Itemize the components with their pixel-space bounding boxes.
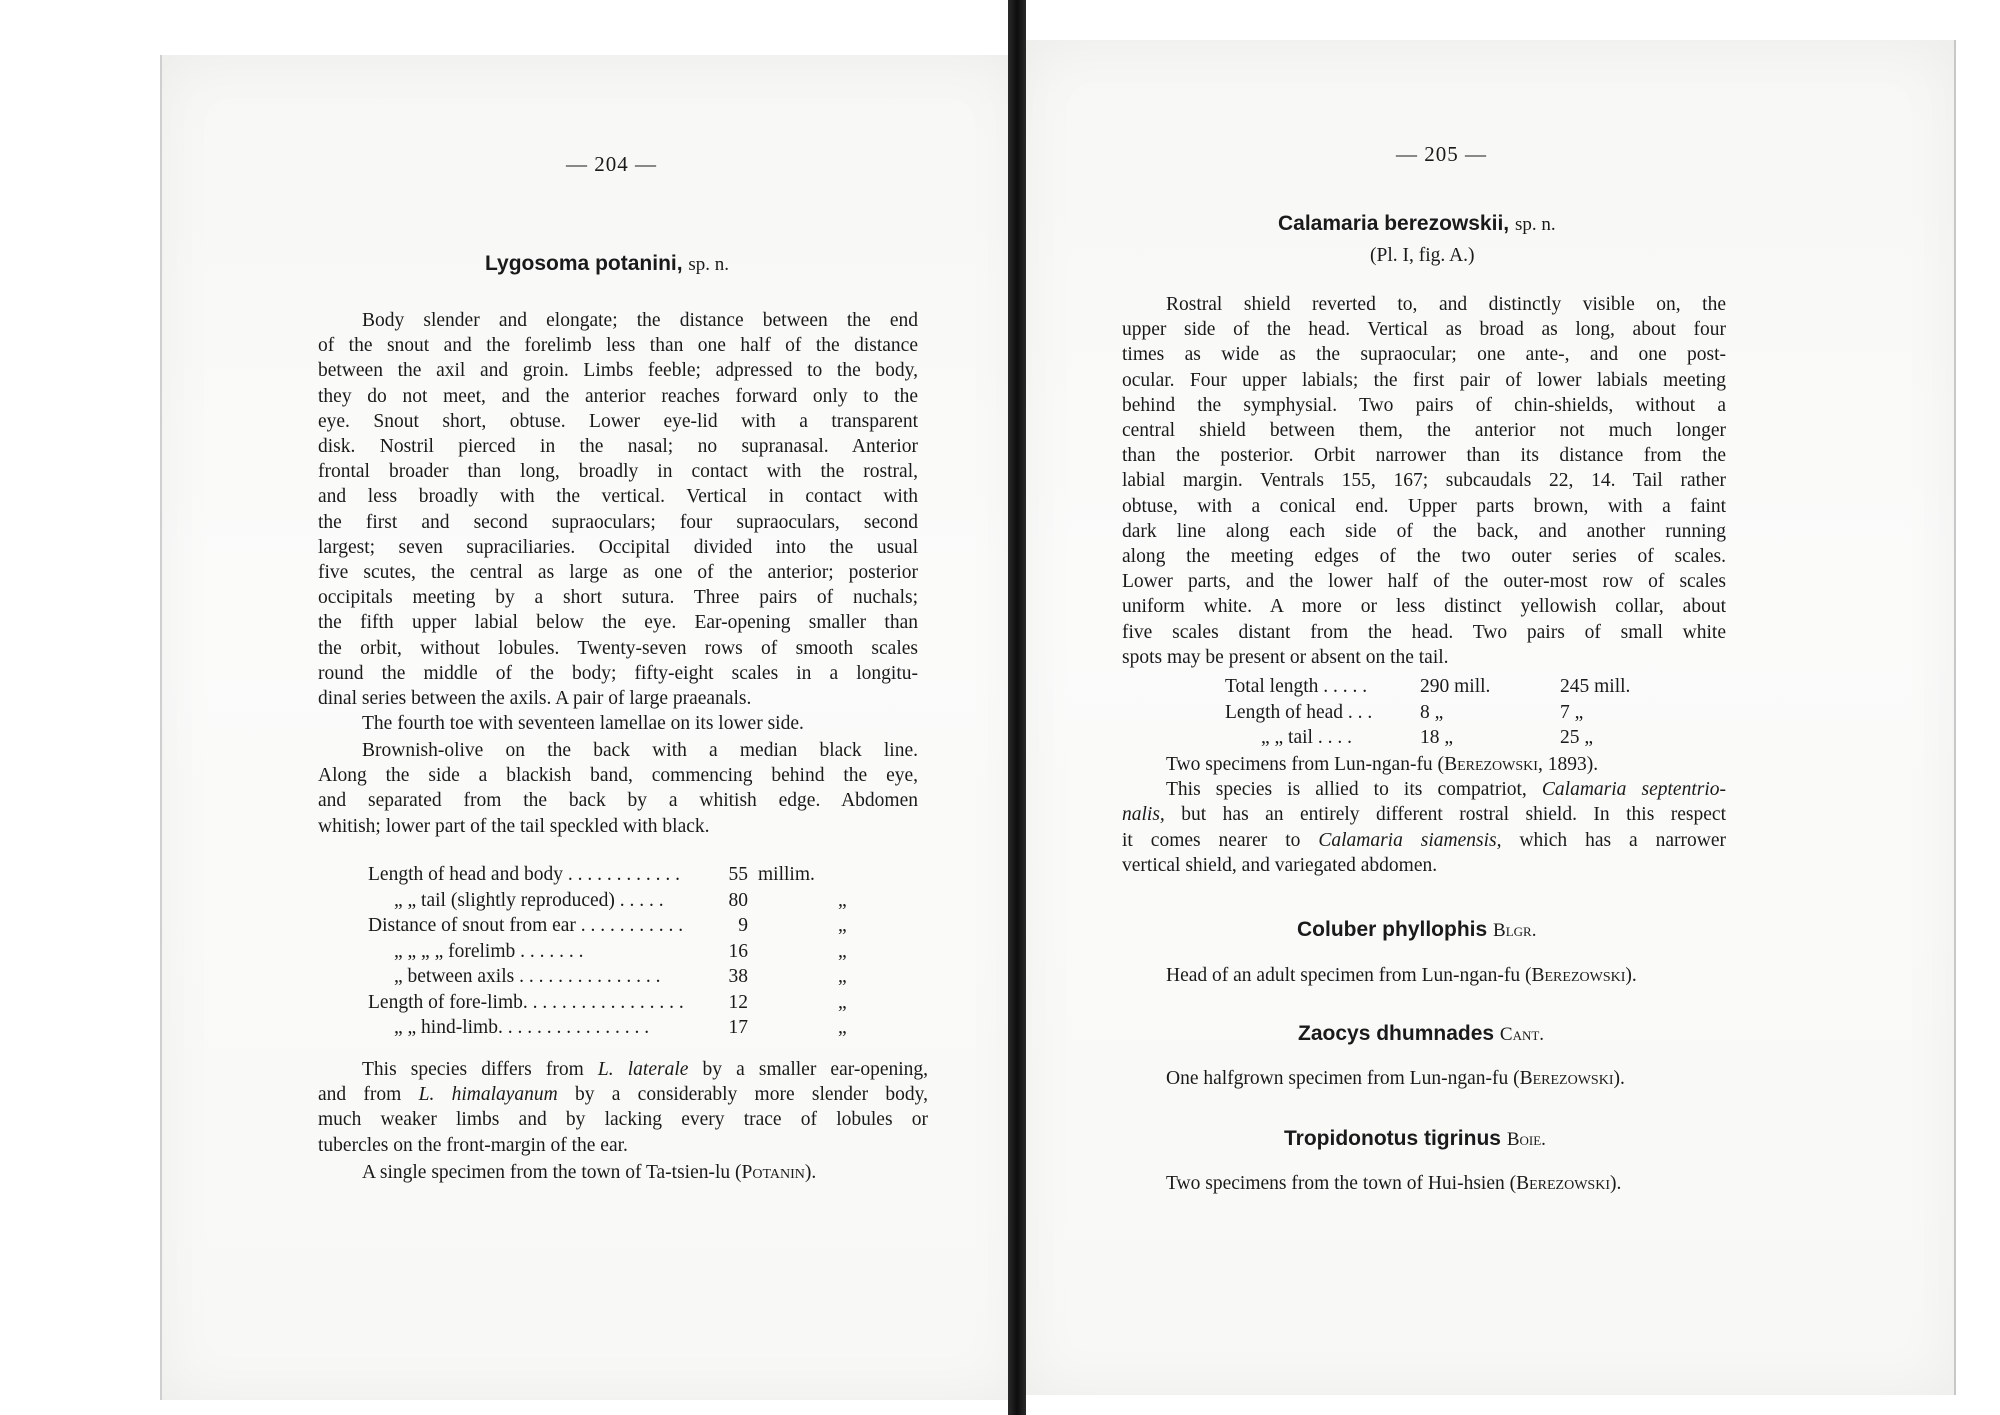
measurement-label: Length of head and body . . . . . . . . . . . . [368, 864, 680, 885]
measurement-value: 80 [728, 889, 748, 911]
differs-line2-b: by a considerably more slender body, [575, 1084, 929, 1106]
lygosoma-description [318, 308, 918, 711]
lygosoma-description-line: occipitals meeting by a short sutura. Three pairs of nuchals; [318, 587, 918, 609]
page-number-right: — 205 — [1396, 142, 1487, 166]
lygosoma-description-line: and less broadly with the vertical. Vertical in contact with [318, 486, 918, 508]
zaocys-end: ). [1613, 1068, 1625, 1089]
measurement-value-2: 7 „ [1560, 701, 1584, 723]
lygosoma-description-line: dinal series between the axils. A pair of large praeanals. [318, 688, 752, 710]
specimen-text: A single specimen from the town of Ta-tsien-lu ( [362, 1161, 742, 1183]
specimen-collector: Potanin [741, 1161, 805, 1183]
calamaria-description-line: along the meeting edges of the two outer series of scales. [1122, 546, 1726, 568]
measurement-label: Length of head . . . [1225, 701, 1373, 723]
calamaria-measurement-row [1225, 725, 1645, 751]
lygosoma-description-line: Body slender and elongate; the distance between the end [362, 310, 918, 331]
lygosoma-description-line: five scutes, the central as large as one of the anterior; posterior [318, 562, 918, 584]
tropidonotus-author: Boie. [1506, 1129, 1546, 1150]
lygosoma-description-line: largest; seven supraciliaries. Occipital divided into the usual [318, 536, 918, 558]
lygosoma-toe-paragraph [318, 711, 918, 736]
calamaria-description-line: Lower parts, and the lower half of the outer-most row of scales [1122, 571, 1726, 593]
measurement-value-1: 8 „ [1420, 701, 1444, 723]
zaocys-title: Zaocys dhumnades [1298, 1022, 1495, 1045]
measurement-label: Length of fore-limb. . . . . . . . . . . . . . . . . [368, 991, 684, 1013]
lygosoma-description-line: the orbit, without lobules. Twenty-seven rows of smooth scales [318, 637, 918, 659]
calamaria-measurement-row [1225, 674, 1645, 700]
coluber-collector: Berezowski [1531, 965, 1626, 986]
species-heading-tropidonotus [1284, 1127, 1546, 1151]
differs-line2-a: and from [318, 1084, 402, 1106]
calamaria-specimens-end: , 1893). [1537, 754, 1599, 775]
coluber-end: ). [1625, 965, 1637, 986]
differs-italic-2: L. himalayanum [418, 1084, 558, 1106]
lygosoma-description-line: round the middle of the body; fifty-eight scales in a longitu- [318, 662, 918, 684]
calamaria-measurement-row [1225, 700, 1645, 726]
differs-line-4: tubercles on the front-margin of the ear. [318, 1134, 628, 1156]
measurement-row [368, 1015, 888, 1041]
book-gutter [1008, 0, 1026, 1415]
measurement-label: „ between axils . . . . . . . . . . . . . . . [394, 966, 661, 987]
coluber-text: Head of an adult specimen from Lun-ngan-fu ( [1166, 965, 1532, 986]
allied-line-3 [1122, 828, 1726, 853]
allied-3a: it comes nearer to [1122, 829, 1301, 851]
measurement-label: Total length . . . . . [1225, 676, 1368, 697]
page-number-left: — 204 — [566, 152, 657, 176]
calamaria-description-line: behind the symphysial. Two pairs of chin-shields, without a [1122, 394, 1726, 416]
measurement-value: 16 [728, 940, 748, 962]
coluber-author: Blgr. [1493, 920, 1537, 941]
differs-text-2: by a smaller ear-opening, [702, 1059, 929, 1080]
measurement-value-1: 18 „ [1420, 727, 1454, 748]
calamaria-notes [1122, 752, 1726, 878]
calamaria-description-line: dark line along each side of the back, and another running [1122, 520, 1726, 542]
measurement-label: Distance of snout from ear . . . . . . . . . . . [368, 915, 684, 936]
toe-line: The fourth toe with seventeen lamellae on its lower side. [362, 713, 804, 734]
measurement-value-2: 25 „ [1560, 727, 1594, 748]
calamaria-description-line: than the posterior. Orbit narrower than its distance from the [1122, 445, 1726, 467]
calamaria-description-line: obtuse, with a conical end. Upper parts brown, with a faint [1122, 495, 1726, 517]
calamaria-description-line: upper side of the head. Vertical as broad as long, about four [1122, 319, 1726, 341]
measurement-unit: „ [838, 940, 847, 962]
measurement-row [368, 939, 888, 965]
measurement-unit: „ [838, 1017, 847, 1038]
lygosoma-color-line: and separated from the back by a whitish edge. Abdomen [318, 790, 918, 812]
tropidonotus-collector: Berezowski [1516, 1173, 1610, 1194]
lygosoma-description-line: the fifth upper labial below the eye. Ear-opening smaller than [318, 612, 918, 634]
lygosoma-differs-paragraph [318, 1057, 928, 1185]
lygosoma-color-line: Brownish-olive on the back with a median black line. [362, 740, 918, 761]
calamaria-description-line: spots may be present or absent on the tail. [1122, 646, 1449, 668]
calamaria-measurements-table [1225, 674, 1645, 751]
measurement-row [368, 888, 888, 914]
measurement-row [368, 990, 888, 1016]
lygosoma-description-line: of the snout and the forelimb less than one half of the distance [318, 335, 918, 357]
allied-1a: This species is allied to its compatriot, [1166, 779, 1527, 801]
lygosoma-description-line: between the axil and groin. Limbs feeble; adpressed to the body, [318, 360, 918, 382]
specimen-end: ). [804, 1161, 817, 1183]
measurement-value-1: 290 mill. [1420, 676, 1491, 697]
lygosoma-description-line: disk. Nostril pierced in the nasal; no supranasal. Anterior [318, 436, 918, 458]
measurement-label: „ „ „ „ forelimb . . . . . . . [394, 940, 584, 962]
measurement-row [368, 862, 888, 888]
species-heading-zaocys [1298, 1022, 1544, 1046]
tropidonotus-text: Two specimens from the town of Hui-hsien ( [1166, 1173, 1517, 1194]
coluber-title: Coluber phyllophis [1297, 918, 1488, 941]
lygosoma-description-line: the first and second supraoculars; four supraoculars, second [318, 511, 918, 533]
measurement-unit: millim. [758, 864, 815, 885]
allied-2b: but has an entirely different rostral shield. In this respect [1181, 804, 1726, 826]
allied-3b: which has a narrower [1519, 829, 1726, 851]
measurement-unit: „ [838, 966, 847, 987]
calamaria-description [1122, 292, 1726, 670]
differs-italic-1: L. laterale [597, 1059, 689, 1080]
measurement-row [368, 964, 888, 990]
calamaria-description-line: uniform white. A more or less distinct yellowish collar, about [1122, 596, 1726, 618]
measurement-value: 17 [728, 1017, 748, 1038]
zaocys-text-line [1166, 1068, 1625, 1090]
differs-line-3: much weaker limbs and by lacking every trace of lobules or [318, 1109, 928, 1131]
calamaria-description-line: ocular. Four upper labials; the first pair of lower labials meeting [1122, 369, 1726, 391]
zaocys-author: Cant. [1499, 1024, 1545, 1045]
measurement-value: 12 [728, 991, 748, 1013]
measurement-label: „ „ hind-limb. . . . . . . . . . . . . . . . [394, 1017, 650, 1038]
allied-line-1 [1122, 777, 1726, 802]
measurement-label: „ „ tail (slightly reproduced) . . . . . [394, 889, 664, 911]
species-title: Lygosoma potanini, [485, 252, 683, 275]
species-heading-coluber [1297, 918, 1536, 942]
tropidonotus-title: Tropidonotus tigrinus [1284, 1127, 1501, 1150]
lygosoma-color-line: whitish; lower part of the tail speckled with black. [318, 815, 710, 837]
measurement-value: 9 [738, 915, 748, 936]
coluber-text-line [1166, 965, 1637, 987]
species-heading-lygosoma [485, 252, 729, 276]
allied-2i: nalis, [1122, 804, 1165, 826]
calamaria-description-line: Rostral shield reverted to, and distinctly visible on, the [1166, 294, 1726, 315]
lygosoma-description-line: eye. Snout short, obtuse. Lower eye-lid with a transparent [318, 410, 918, 432]
differs-line-1 [318, 1057, 928, 1082]
lygosoma-measurements-table [368, 862, 888, 1041]
measurement-row [368, 913, 888, 939]
calamaria-description-line: times as wide as the supraocular; one ante-, and one post- [1122, 344, 1726, 366]
differs-line-2 [318, 1082, 928, 1107]
measurement-value-2: 245 mill. [1560, 676, 1631, 697]
allied-line-2 [1122, 802, 1726, 827]
calamaria-description-line: labial margin. Ventrals 155, 167; subcaudals 22, 14. Tail rather [1122, 470, 1726, 492]
measurement-value: 55 [728, 864, 748, 885]
calamaria-suffix: sp. n. [1514, 214, 1556, 235]
measurement-label: „ „ tail . . . . [1261, 727, 1352, 748]
calamaria-specimens-text: Two specimens from Lun-ngan-fu ( [1166, 754, 1445, 775]
specimen-line [318, 1160, 928, 1185]
measurement-unit: „ [838, 915, 847, 936]
calamaria-specimens-line [1122, 752, 1726, 777]
allied-3i: Calamaria siamensis, [1318, 829, 1502, 851]
calamaria-specimens-collector: Berezowski [1444, 754, 1538, 775]
calamaria-description-line: five scales distant from the head. Two pairs of small white [1122, 621, 1726, 643]
calamaria-description-line: central shield between them, the anterior not much longer [1122, 420, 1726, 442]
zaocys-text: One halfgrown specimen from Lun-ngan-fu ( [1166, 1068, 1520, 1089]
calamaria-title: Calamaria berezowskii, [1278, 212, 1510, 235]
tropidonotus-text-line [1166, 1173, 1621, 1195]
species-heading-calamaria [1278, 212, 1556, 236]
differs-text-1: This species differs from [362, 1059, 584, 1080]
allied-line-4: vertical shield, and variegated abdomen. [1122, 854, 1438, 876]
measurement-value: 38 [728, 966, 748, 987]
lygosoma-description-line: they do not meet, and the anterior reaches forward only to the [318, 385, 918, 407]
species-suffix: sp. n. [688, 254, 730, 275]
lygosoma-color-line: Along the side a blackish band, commencing behind the eye, [318, 765, 918, 787]
lygosoma-color-paragraph [318, 738, 918, 839]
zaocys-collector: Berezowski [1519, 1068, 1614, 1089]
allied-1i: Calamaria septentrio- [1541, 779, 1726, 801]
lygosoma-description-line: frontal broader than long, broadly in contact with the rostral, [318, 461, 918, 483]
calamaria-plate-ref: (Pl. I, fig. A.) [1370, 245, 1475, 266]
measurement-unit: „ [838, 991, 847, 1013]
tropidonotus-end: ). [1610, 1173, 1622, 1194]
measurement-unit: „ [838, 889, 847, 911]
